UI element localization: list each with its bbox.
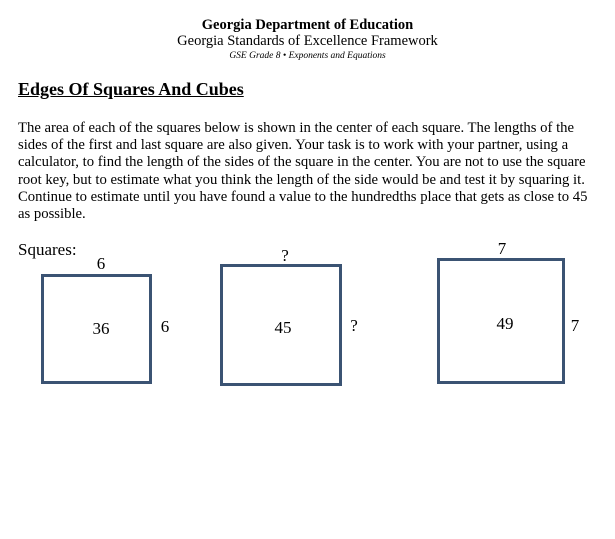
square-2-top-side: ? bbox=[281, 246, 289, 265]
square-2-right-side: ? bbox=[350, 316, 358, 335]
square-3-right-side: 7 bbox=[570, 316, 580, 335]
square-1-top-side: 6 bbox=[96, 254, 106, 273]
header-subtitle: GSE Grade 8 • Exponents and Equations bbox=[229, 51, 386, 61]
square-1-area: 36 bbox=[92, 319, 110, 338]
page-title: Edges Of Squares And Cubes bbox=[18, 79, 244, 99]
square-3-area: 49 bbox=[496, 314, 514, 333]
square-1 bbox=[41, 274, 152, 384]
task-paragraph: The area of each of the squares below is shown in the center of each square. The lengths of the sides of the first and last square are also given. Your task is to work with your partner, using a calculator, to find the length of the sides of the square in the center. You are not to use the square root key, but to estimate what you think the length of the side would be and test it by squaring it. Continue to estimate until you have found a value to the hundredths place that gets as close to 45 as possible. bbox=[18, 120, 588, 223]
header-org: Georgia Department of Education bbox=[201, 17, 414, 33]
squares-label: Squares: bbox=[18, 240, 77, 259]
header-framework: Georgia Standards of Excellence Framework bbox=[177, 33, 438, 49]
square-2-area: 45 bbox=[274, 318, 292, 337]
square-2 bbox=[220, 264, 342, 386]
square-1-right-side: 6 bbox=[160, 317, 170, 336]
square-3 bbox=[437, 258, 565, 384]
square-3-top-side: 7 bbox=[497, 239, 507, 258]
